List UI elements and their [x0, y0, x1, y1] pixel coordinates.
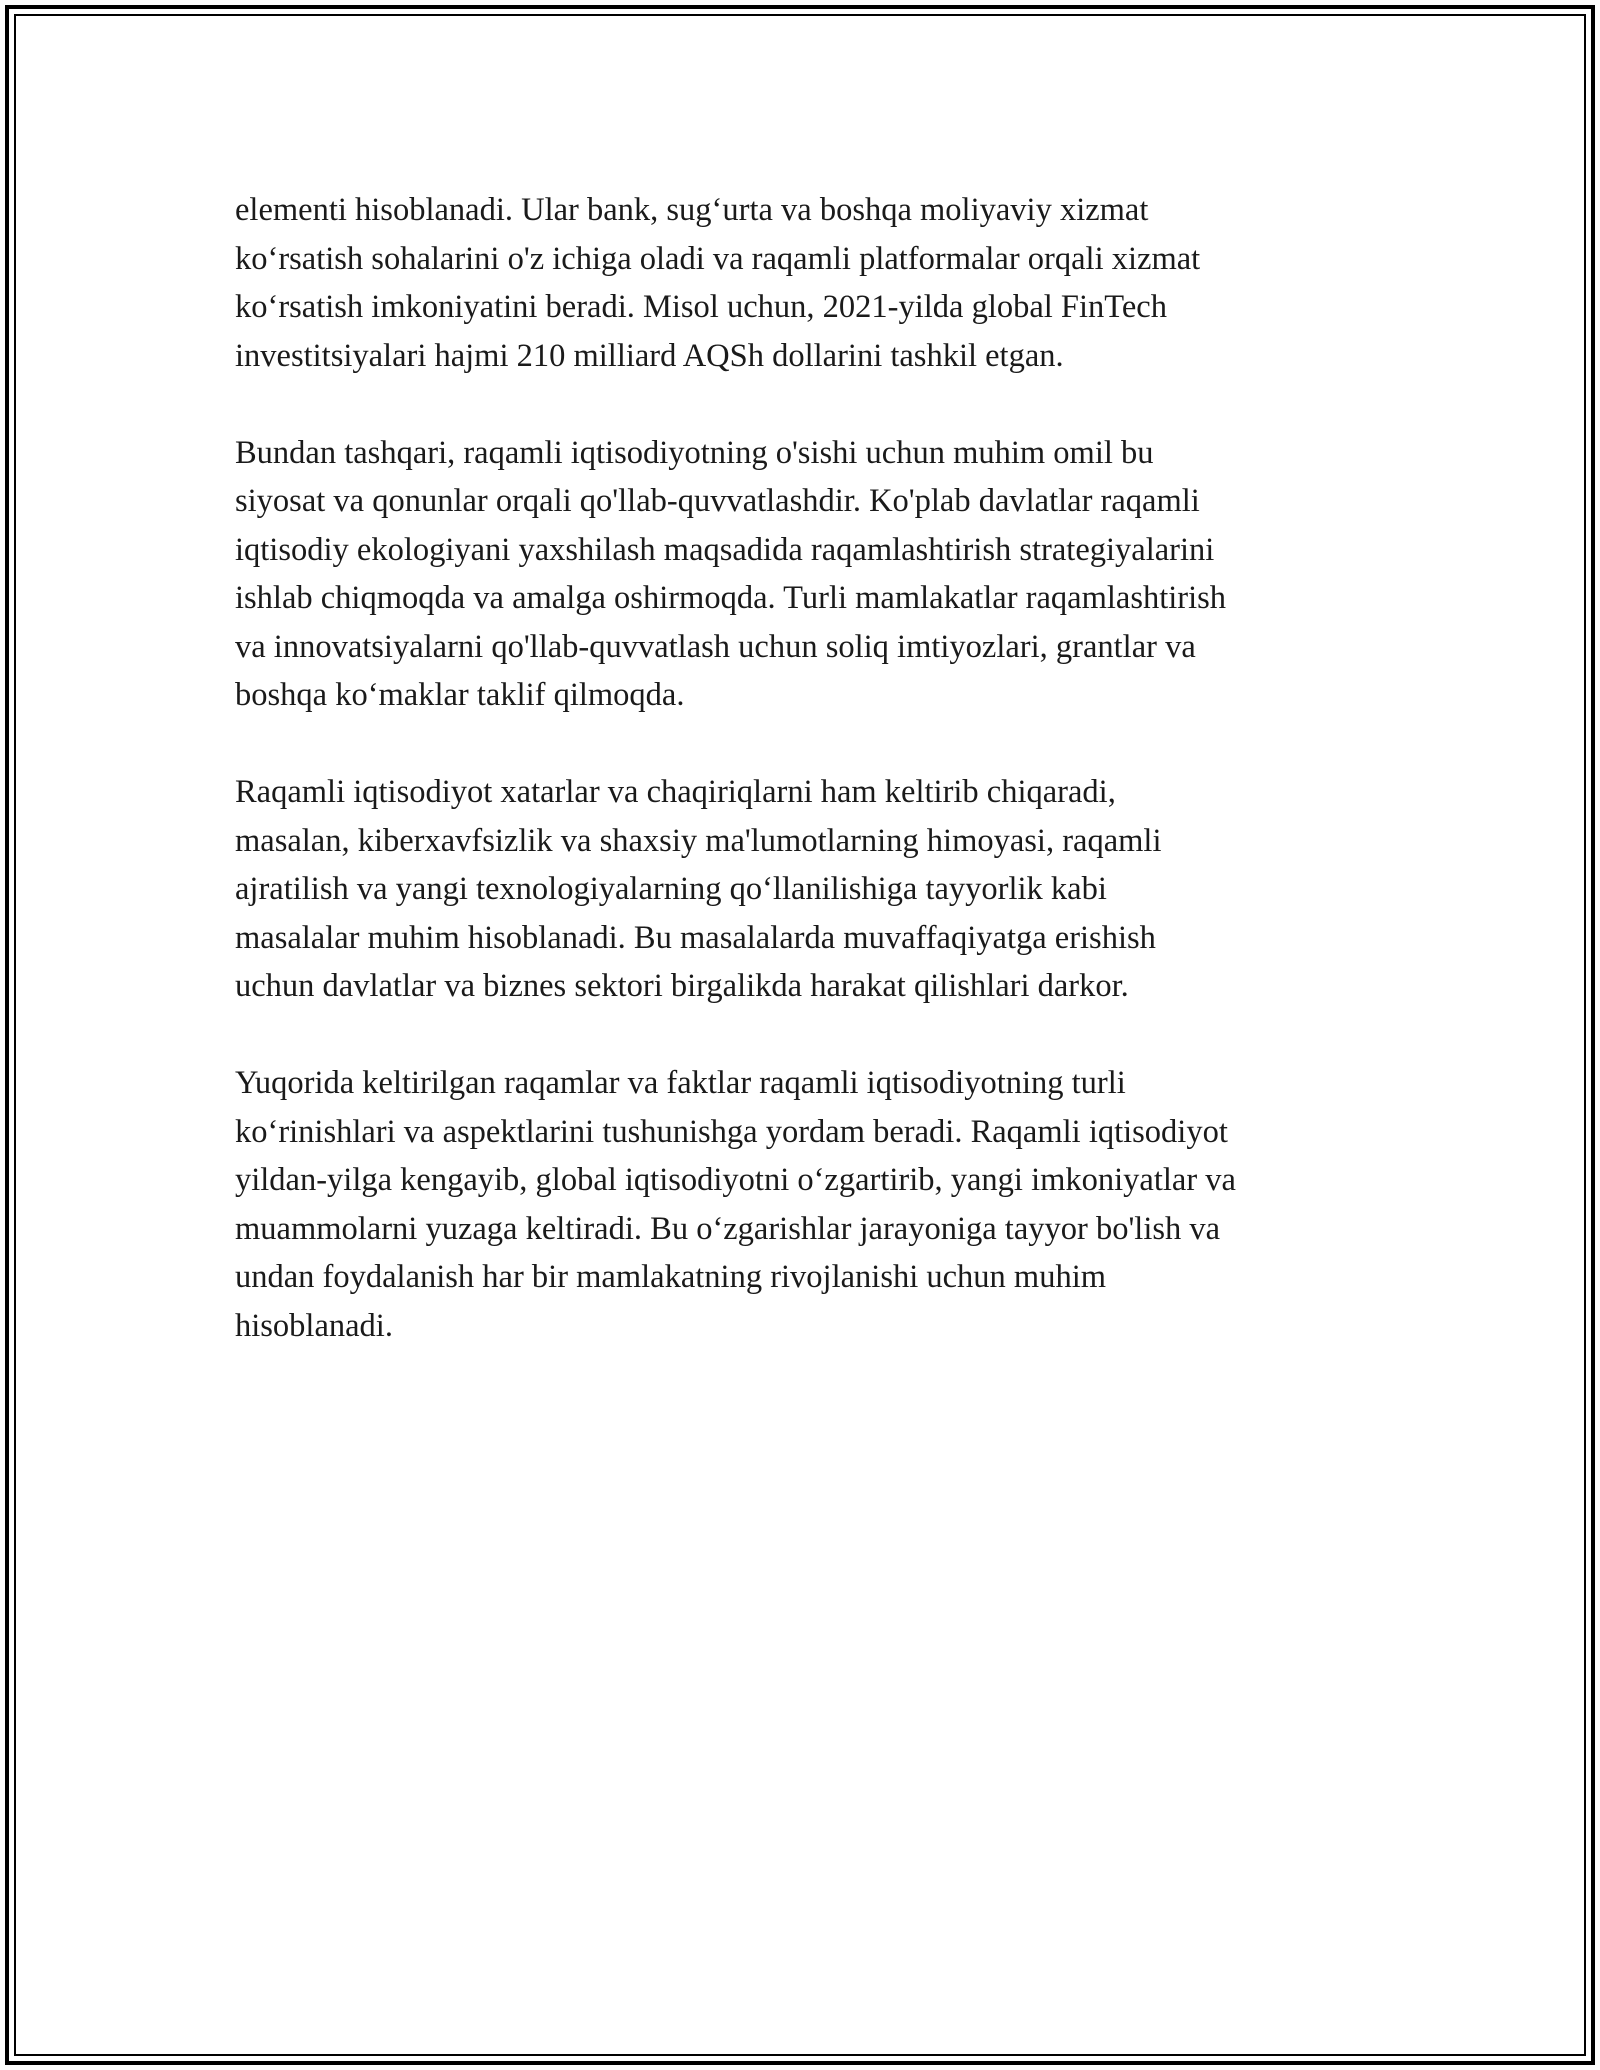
text-line: uchun davlatlar va biznes sektori birgalikda harakat qilishlari darkor.	[235, 968, 1129, 1004]
text-line: Bundan tashqari, raqamli iqtisodiyotning o'sishi uchun muhim omil bu	[235, 434, 1154, 471]
text-line: ko‘rsatish sohalarini o'z ichiga oladi va raqamli platformalar orqali xizmat	[235, 240, 1201, 277]
text-line: hisoblanadi.	[235, 1307, 393, 1344]
text-line: muammolarni yuzaga keltiradi. Bu o‘zgarishlar jarayoniga tayyor bo'lish va	[235, 1210, 1221, 1247]
text-line: iqtisodiy ekologiyani yaxshilash maqsadida raqamlashtirish strategiyalarini	[235, 531, 1215, 568]
text-line: ishlab chiqmoqda va amalga oshirmoqda. Turli mamlakatlar raqamlashtirish	[235, 580, 1227, 616]
text-line: Raqamli iqtisodiyot xatarlar va chaqiriqlarni ham keltirib chiqaradi,	[235, 774, 1116, 810]
paragraph-risks	[235, 768, 1375, 1011]
text-line: masalalar muhim hisoblanadi. Bu masalalarda muvaffaqiyatga erishish	[235, 919, 1156, 956]
paragraph-fintech	[235, 186, 1375, 380]
text-line: siyosat va qonunlar orqali qo'llab-quvvatlashdir. Ko'plab davlatlar raqamli	[235, 483, 1200, 519]
text-line: ko‘rinishlari va aspektlarini tushunishga yordam beradi. Raqamli iqtisodiyot	[235, 1113, 1228, 1150]
paragraph-policy	[235, 429, 1375, 720]
text-line: yildan-yilga kengayib, global iqtisodiyotni o‘zgartirib, yangi imkoniyatlar va	[235, 1162, 1236, 1198]
paragraph-conclusion	[235, 1059, 1375, 1350]
text-line: investitsiyalari hajmi 210 milliard AQSh dollarini tashkil etgan.	[235, 337, 1064, 374]
text-line: elementi hisoblanadi. Ular bank, sug‘urta va boshqa moliyaviy xizmat	[235, 192, 1149, 228]
text-line: ko‘rsatish imkoniyatini beradi. Misol uchun, 2021-yilda global FinTech	[235, 289, 1167, 325]
text-line: masalan, kiberxavfsizlik va shaxsiy ma'lumotlarning himoyasi, raqamli	[235, 822, 1162, 859]
document-body	[235, 186, 1375, 1399]
text-line: boshqa ko‘maklar taklif qilmoqda.	[235, 677, 685, 713]
text-line: Yuqorida keltirilgan raqamlar va faktlar raqamli iqtisodiyotning turli	[235, 1065, 1126, 1101]
text-line: ajratilish va yangi texnologiyalarning qo‘llanilishiga tayyorlik kabi	[235, 871, 1107, 907]
text-line: va innovatsiyalarni qo'llab-quvvatlash uchun soliq imtiyozlari, grantlar va	[235, 628, 1196, 665]
text-line: undan foydalanish har bir mamlakatning rivojlanishi uchun muhim	[235, 1259, 1107, 1295]
